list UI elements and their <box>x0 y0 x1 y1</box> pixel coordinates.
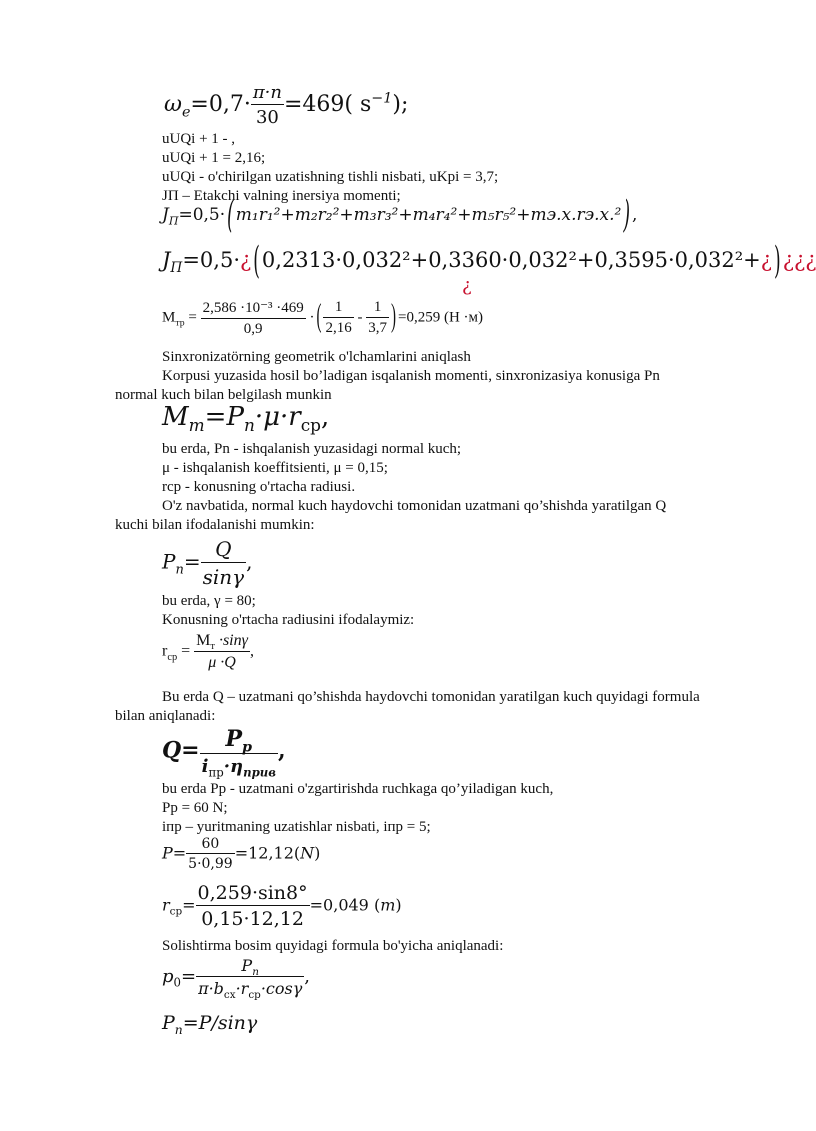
formula-p: P= $\frac{60}{5\cdot 0,99}$ =12,12(N) <box>162 836 321 872</box>
formula-pn: $P_n=$ $\frac{Q}{\sin\gamma}$ , <box>162 537 253 589</box>
text-line: kuchi bilan ifodalanishi mumkin: <box>115 517 315 533</box>
text-line: Solishtirma bosim quyidagi formula bo'yicha aniqlanadi: <box>162 938 504 954</box>
formula-jp-symbolic: $J_П=0,5\cdot$ ( m₁r₁²+m₂r₂²+m₃r₃²+m₄r₄²+m₅r₅²+mэ.х.rэ.х.² ) , <box>162 193 638 238</box>
formula-mm: $M_m=P_n\cdot\mu\cdot r_{ср}$, <box>162 402 330 436</box>
text-line: μ - ishqalanish koeffitsienti, μ = 0,15; <box>162 460 388 476</box>
text-line: uUQi - o'chirilgan uzatishning tishli nisbati, uKpi = 3,7; <box>162 169 499 185</box>
text-line: rср - konusning o'rtacha radiusi. <box>162 479 356 495</box>
text-line: bu erda, Pn - ishqalanish yuzasidagi normal kuch; <box>162 441 462 457</box>
formula-jp-numeric: $J_П=0,5\cdot¿$ (0,2313·0,032²+0,3360·0,032²+0,3595·0,032²+¿ )¿¿¿ <box>162 239 816 284</box>
formula-omega: $\omega_e=0,7\cdot$ $\frac{\pi\cdot n}{30}$ =469( $s^{-1}$); <box>164 82 409 128</box>
formula-pn-sin: $P_n=P$/sinγ <box>162 1012 258 1037</box>
formula-q: Q= $\frac{P_p}{i_{пр}\cdot\eta_{прив}}$ , <box>162 726 286 780</box>
formula-mtr: $M_{тр}$ = $\frac{\text{2,586 ·10⁻³ ·469}}{0,9}$ · ( $\frac{1}{2,16}$ - $\frac{1}{3,7}$ ) =0,259 (Н ·м) <box>162 299 484 337</box>
formula-rcp-numeric: $r_{ср}=$ $\frac{0,259\cdot\sin 8^\circ}{0,15\cdot 12,12}$ =0,049 (m) <box>162 882 402 930</box>
formula-error-glyph: ¿ <box>462 275 472 296</box>
text-line: uUQi + 1 = 2,16; <box>162 150 266 166</box>
text-line: uUQi + 1 - , <box>162 131 236 147</box>
formula-p0: $p_0=$ $\frac{P_n}{\pi\cdot b_{сх}\cdot r_{ср}\cdot\cos\gamma}$ , <box>162 956 310 1002</box>
text-line: bilan aniqlanadi: <box>115 708 216 724</box>
formula-rcp-general: $r_{ср}$ = $\frac{M_т \cdot\sin\gamma}{\mu \cdot Q}$ , <box>162 632 254 671</box>
section-heading: Sinxronizatörning geometrik o'lchamlarini aniqlash <box>162 349 471 365</box>
text-line: Pp = 60 N; <box>162 800 228 816</box>
text-line: Bu erda Q – uzatmani qo’shishda haydovchi tomonidan yaratilgan kuch quyidagi formula <box>162 689 700 705</box>
text-line: bu erda, γ = 80; <box>162 593 256 609</box>
text-line: normal kuch bilan belgilash munkin <box>115 387 332 403</box>
text-line: JП – Etakchi valning inersiya momenti; <box>162 188 401 204</box>
text-line: Konusning o'rtacha radiusini ifodalaymiz: <box>162 612 415 628</box>
text-line: Korpusi yuzasida hosil bo’ladigan isqalanish momenti, sinxronizasiya konusiga Pn <box>162 368 660 384</box>
text-line: iпр – yuritmaning uzatishlar nisbati, iпр = 5; <box>162 819 431 835</box>
text-line: O'z navbatida, normal kuch haydovchi tomonidan uzatmani qo’shishda yaratilgan Q <box>162 498 667 514</box>
text-line: bu erda Pp - uzatmani o'zgartirishda ruchkaga qo’yiladigan kuch, <box>162 781 554 797</box>
